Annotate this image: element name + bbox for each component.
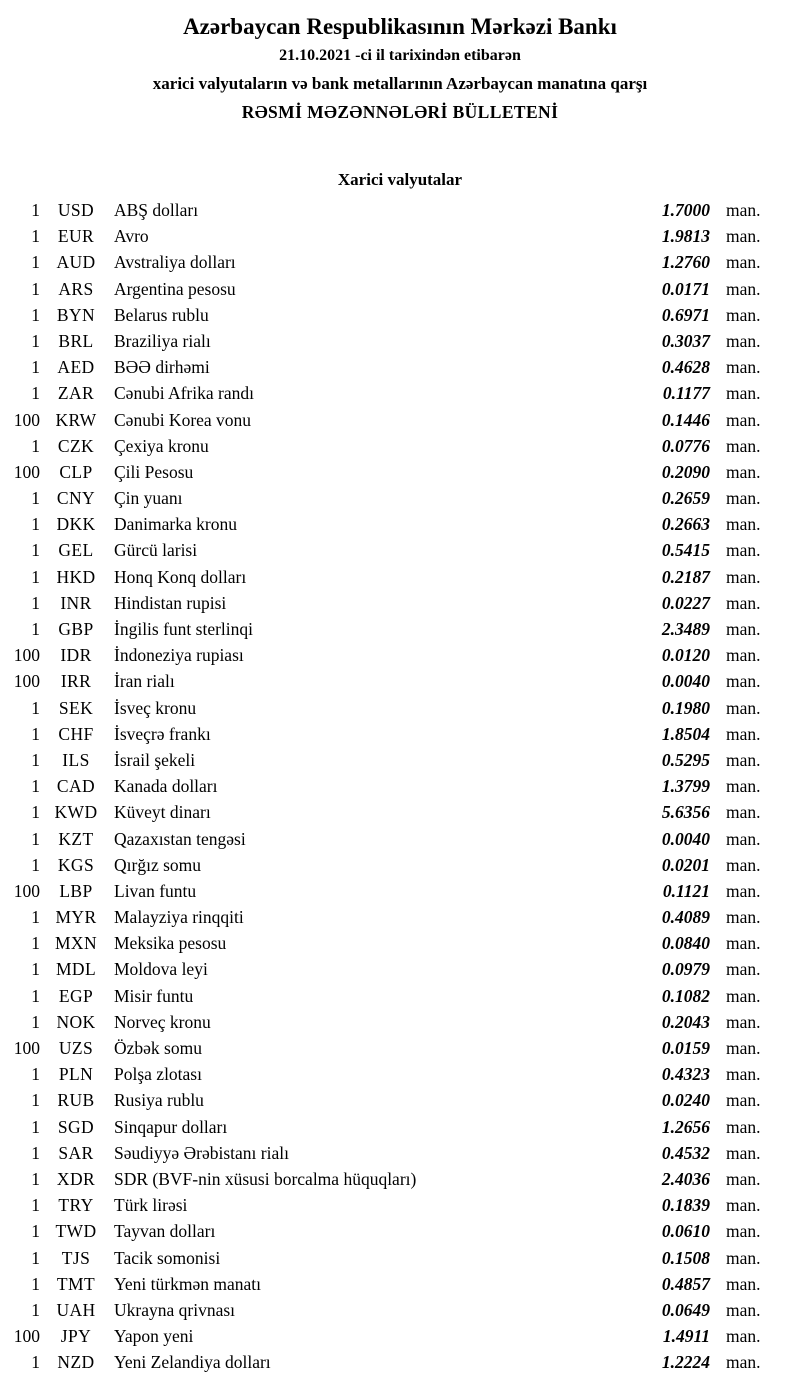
row-quantity: 1 <box>31 1090 40 1111</box>
rate-row <box>0 485 800 511</box>
row-quantity: 1 <box>31 592 40 613</box>
rate-value: 0.2187 <box>661 566 710 587</box>
row-quantity: 1 <box>31 697 40 718</box>
rate-value: 0.4532 <box>661 1142 710 1163</box>
row-quantity: 100 <box>13 461 40 482</box>
rate-unit: man. <box>726 357 761 378</box>
currency-code: CLP <box>59 461 93 482</box>
row-quantity: 1 <box>31 933 40 954</box>
rate-value: 0.1980 <box>661 697 710 718</box>
rate-unit: man. <box>726 330 761 351</box>
rate-unit: man. <box>726 1038 761 1058</box>
currency-code: XDR <box>56 1168 96 1189</box>
rate-unit: man. <box>726 200 761 220</box>
currency-name: Danimarka kronu <box>114 514 237 535</box>
rate-row <box>0 1140 800 1166</box>
currency-code: KZT <box>58 828 94 849</box>
currency-code: KGS <box>57 854 95 875</box>
rate-value: 0.4628 <box>661 357 710 378</box>
rate-row <box>0 773 800 799</box>
rate-row <box>0 1061 800 1087</box>
currency-code: TWD <box>55 1221 97 1242</box>
currency-code: CNY <box>56 488 96 509</box>
rate-row <box>0 1323 800 1349</box>
rate-value: 0.6971 <box>661 304 710 325</box>
currency-name: Tacik somonisi <box>114 1247 221 1268</box>
rate-row <box>0 249 800 275</box>
currency-name: Braziliya rialı <box>114 330 211 351</box>
currency-name: Argentina pesosu <box>114 278 236 299</box>
row-quantity: 1 <box>31 802 40 823</box>
bank-title: Azərbaycan Respublikasının Mərkəzi Bankı <box>183 14 617 39</box>
rate-unit: man. <box>726 749 761 770</box>
rate-row <box>0 459 800 485</box>
rate-value: 0.0040 <box>661 671 710 692</box>
row-quantity: 100 <box>13 645 40 666</box>
rate-row <box>0 1166 800 1192</box>
rate-unit: man. <box>726 776 761 797</box>
currency-name: Kanada dolları <box>114 776 218 797</box>
rate-unit: man. <box>726 1299 761 1320</box>
rate-value: 0.2663 <box>661 514 710 535</box>
currency-code: CHF <box>58 723 94 744</box>
currency-code: SGD <box>57 1116 95 1137</box>
currency-name: Yapon yeni <box>114 1326 194 1347</box>
currency-name: İsrail şekeli <box>114 749 196 770</box>
rate-value: 0.1446 <box>661 409 710 430</box>
rate-unit: man. <box>726 1116 761 1137</box>
row-quantity: 100 <box>13 671 40 692</box>
currency-name: Çili Pesosu <box>114 461 194 482</box>
currency-code: MYR <box>55 907 97 928</box>
rate-value: 0.4857 <box>661 1273 710 1294</box>
rate-unit: man. <box>726 619 761 639</box>
rate-value: 0.0120 <box>661 645 710 666</box>
row-quantity: 1 <box>31 383 40 404</box>
currency-name: Norveç kronu <box>114 1011 211 1032</box>
rate-value: 0.1839 <box>661 1195 710 1216</box>
rate-unit: man. <box>726 854 761 875</box>
rates-table <box>0 197 800 1375</box>
rate-unit: man. <box>726 1142 761 1163</box>
rate-value: 1.4911 <box>662 1326 710 1347</box>
row-quantity: 1 <box>31 1352 40 1373</box>
currency-code: INR <box>60 592 92 613</box>
rate-value: 2.3489 <box>661 619 710 639</box>
rate-unit: man. <box>726 592 761 613</box>
rate-row <box>0 878 800 904</box>
rate-unit: man. <box>726 409 761 430</box>
row-quantity: 1 <box>31 1299 40 1320</box>
row-quantity: 1 <box>31 226 40 247</box>
currency-code: ZAR <box>57 383 95 404</box>
currency-code: PLN <box>58 1064 94 1085</box>
rate-row <box>0 826 800 852</box>
rate-row <box>0 1218 800 1244</box>
currency-code: ARS <box>58 278 94 299</box>
rate-row <box>0 197 800 223</box>
bulletin-title: RƏSMİ MƏZƏNNƏLƏRİ BÜLLETENİ <box>241 102 559 122</box>
rate-value: 0.0840 <box>661 933 710 954</box>
rate-value: 0.0201 <box>661 854 710 875</box>
rate-row <box>0 276 800 302</box>
currency-name: Gürcü larisi <box>114 540 198 561</box>
rate-row <box>0 642 800 668</box>
section-title-foreign-currencies: Xarici valyutalar <box>337 170 463 189</box>
row-quantity: 1 <box>31 749 40 770</box>
currency-code: IDR <box>60 645 92 666</box>
row-quantity: 1 <box>31 514 40 535</box>
row-quantity: 1 <box>31 828 40 849</box>
row-quantity: 1 <box>31 357 40 378</box>
currency-code: TMT <box>56 1273 96 1294</box>
currency-name: Yeni Zelandiya dolları <box>114 1352 271 1373</box>
row-quantity: 1 <box>31 435 40 456</box>
rate-row <box>0 328 800 354</box>
rate-value: 0.4089 <box>661 907 710 928</box>
row-quantity: 1 <box>31 854 40 875</box>
row-quantity: 1 <box>31 907 40 928</box>
currency-code: EUR <box>57 226 95 247</box>
rate-unit: man. <box>726 723 761 744</box>
rate-unit: man. <box>726 802 761 823</box>
scope-line: xarici valyutaların və bank metallarının Azərbaycan manatına qarşı <box>152 74 648 93</box>
row-quantity: 1 <box>31 1142 40 1163</box>
rate-row <box>0 1192 800 1218</box>
rate-value: 1.7000 <box>661 200 710 220</box>
rate-unit: man. <box>726 907 761 928</box>
currency-code: SAR <box>58 1142 94 1163</box>
rate-unit: man. <box>726 278 761 299</box>
currency-code: EGP <box>58 985 94 1006</box>
rate-value: 0.0040 <box>661 828 710 849</box>
rate-unit: man. <box>726 383 761 404</box>
currency-name: Livan funtu <box>114 880 197 901</box>
row-quantity: 1 <box>31 959 40 980</box>
rate-value: 1.9813 <box>661 226 710 247</box>
document-header <box>0 0 800 127</box>
rate-row <box>0 668 800 694</box>
rate-unit: man. <box>726 540 761 561</box>
rate-row <box>0 852 800 878</box>
currency-name: Ukrayna qrivnası <box>114 1299 236 1320</box>
currency-code: MDL <box>55 959 97 980</box>
row-quantity: 100 <box>13 880 40 901</box>
rate-value: 0.5415 <box>661 540 710 561</box>
rate-unit: man. <box>726 1352 761 1373</box>
currency-name: Polşa zlotası <box>114 1064 202 1085</box>
currency-code: NOK <box>56 1011 96 1032</box>
rate-row <box>0 1035 800 1061</box>
currency-name: İsveçrə frankı <box>114 723 211 744</box>
currency-code: HKD <box>56 566 96 587</box>
currency-code: AED <box>57 357 95 378</box>
rate-row <box>0 747 800 773</box>
row-quantity: 1 <box>31 1168 40 1189</box>
rate-row <box>0 407 800 433</box>
row-quantity: 1 <box>31 776 40 797</box>
rate-row <box>0 590 800 616</box>
currency-name: İngilis funt sterlinqi <box>114 619 254 639</box>
rate-unit: man. <box>726 1064 761 1085</box>
currency-name: Belarus rublu <box>114 304 209 325</box>
currency-name: Yeni türkmən manatı <box>114 1273 261 1294</box>
rate-value: 0.0610 <box>661 1221 710 1242</box>
currency-code: SEK <box>58 697 94 718</box>
row-quantity: 100 <box>13 409 40 430</box>
rate-value: 0.1082 <box>661 985 710 1006</box>
currency-name: Türk lirəsi <box>114 1195 188 1216</box>
currency-code: NZD <box>57 1352 95 1373</box>
rate-unit: man. <box>726 1090 761 1111</box>
currency-name: Moldova leyi <box>114 959 208 980</box>
rate-row <box>0 537 800 563</box>
row-quantity: 1 <box>31 985 40 1006</box>
row-quantity: 100 <box>13 1326 40 1347</box>
rate-value: 0.4323 <box>661 1064 710 1085</box>
rate-unit: man. <box>726 1326 761 1347</box>
currency-code: UZS <box>58 1038 94 1058</box>
rate-unit: man. <box>726 1247 761 1268</box>
rate-unit: man. <box>726 933 761 954</box>
row-quantity: 1 <box>31 252 40 273</box>
currency-code: GBP <box>58 619 94 639</box>
rate-row <box>0 799 800 825</box>
currency-code: LBP <box>59 880 93 901</box>
currency-name: Malayziya rinqqiti <box>114 907 244 928</box>
rate-value: 0.0776 <box>661 435 710 456</box>
row-quantity: 1 <box>31 1116 40 1137</box>
row-quantity: 1 <box>31 540 40 561</box>
rate-unit: man. <box>726 959 761 980</box>
rate-row <box>0 695 800 721</box>
rate-value: 0.0240 <box>661 1090 710 1111</box>
rate-unit: man. <box>726 880 761 901</box>
row-quantity: 1 <box>31 566 40 587</box>
rate-unit: man. <box>726 252 761 273</box>
rate-value: 0.2090 <box>661 461 710 482</box>
currency-code: GEL <box>58 540 94 561</box>
currency-name: Honq Konq dolları <box>114 566 247 587</box>
rate-unit: man. <box>726 226 761 247</box>
row-quantity: 1 <box>31 488 40 509</box>
rate-unit: man. <box>726 697 761 718</box>
currency-code: TJS <box>61 1247 91 1268</box>
rate-value: 0.3037 <box>661 330 710 351</box>
effective-date-line: 21.10.2021 -ci il tarixindən etibarən <box>279 47 521 64</box>
rate-unit: man. <box>726 1221 761 1242</box>
rate-value: 1.8504 <box>661 723 710 744</box>
currency-name: ABŞ dolları <box>114 200 199 220</box>
rate-row <box>0 930 800 956</box>
row-quantity: 1 <box>31 619 40 639</box>
rate-row <box>0 302 800 328</box>
row-quantity: 1 <box>31 1247 40 1268</box>
currency-name: İran rialı <box>114 671 175 692</box>
currency-name: Çexiya kronu <box>114 435 209 456</box>
rate-value: 1.2760 <box>661 252 710 273</box>
currency-code: AUD <box>56 252 96 273</box>
rate-row <box>0 564 800 590</box>
rate-unit: man. <box>726 1168 761 1189</box>
rate-row <box>0 223 800 249</box>
rate-value: 2.4036 <box>661 1168 710 1189</box>
currency-code: CAD <box>56 776 96 797</box>
rate-unit: man. <box>726 461 761 482</box>
row-quantity: 1 <box>31 1273 40 1294</box>
rate-value: 1.2224 <box>661 1352 710 1373</box>
currency-name: Özbək somu <box>114 1038 202 1058</box>
row-quantity: 1 <box>31 1064 40 1085</box>
rate-value: 1.3799 <box>661 776 710 797</box>
currency-name: BƏƏ dirhəmi <box>114 357 210 378</box>
rate-value: 0.1508 <box>661 1247 710 1268</box>
rate-value: 1.2656 <box>661 1116 710 1137</box>
currency-name: Cənubi Afrika randı <box>114 383 254 404</box>
currency-name: Səudiyyə Ərəbistanı rialı <box>114 1142 289 1163</box>
currency-code: IRR <box>60 671 92 692</box>
currency-name: İndoneziya rupiası <box>114 645 244 666</box>
currency-code: BYN <box>56 304 96 325</box>
row-quantity: 1 <box>31 330 40 351</box>
row-quantity: 1 <box>31 1195 40 1216</box>
rate-row <box>0 354 800 380</box>
currency-code: RUB <box>57 1090 95 1111</box>
rate-unit: man. <box>726 985 761 1006</box>
currency-name: Misir funtu <box>114 985 194 1006</box>
rate-row <box>0 1245 800 1271</box>
rate-value: 0.2043 <box>661 1011 710 1032</box>
row-quantity: 1 <box>31 723 40 744</box>
rate-row <box>0 380 800 406</box>
rate-value: 0.0227 <box>661 592 710 613</box>
rate-unit: man. <box>726 828 761 849</box>
currency-code: ILS <box>62 749 90 770</box>
row-quantity: 1 <box>31 278 40 299</box>
rate-unit: man. <box>726 566 761 587</box>
currency-name: Çin yuanı <box>114 488 183 509</box>
rate-row <box>0 1087 800 1113</box>
rate-row <box>0 1114 800 1140</box>
currency-name: Qırğız somu <box>114 854 202 875</box>
rate-unit: man. <box>726 514 761 535</box>
currency-code: DKK <box>56 514 96 535</box>
rate-value: 0.1177 <box>662 383 710 404</box>
currency-name: Küveyt dinarı <box>114 802 211 823</box>
currency-name: Tayvan dolları <box>114 1221 216 1242</box>
rate-unit: man. <box>726 488 761 509</box>
rate-row <box>0 956 800 982</box>
rate-row <box>0 1349 800 1375</box>
row-quantity: 100 <box>13 1038 40 1058</box>
currency-code: MXN <box>54 933 98 954</box>
rate-unit: man. <box>726 671 761 692</box>
rate-value: 0.0649 <box>661 1299 710 1320</box>
currency-name: Avro <box>114 226 149 247</box>
rate-row <box>0 1297 800 1323</box>
rate-row <box>0 1271 800 1297</box>
rate-value: 0.0171 <box>661 278 710 299</box>
rate-row <box>0 616 800 642</box>
rate-value: 0.2659 <box>661 488 710 509</box>
currency-name: Qazaxıstan tengəsi <box>114 828 246 849</box>
currency-name: Rusiya rublu <box>114 1090 204 1111</box>
currency-code: USD <box>57 200 95 220</box>
rate-unit: man. <box>726 435 761 456</box>
rate-unit: man. <box>726 1195 761 1216</box>
row-quantity: 1 <box>31 200 40 220</box>
row-quantity: 1 <box>31 1011 40 1032</box>
currency-name: Avstraliya dolları <box>114 252 236 273</box>
currency-code: CZK <box>57 435 95 456</box>
rate-unit: man. <box>726 1273 761 1294</box>
currency-name: Sinqapur dolları <box>114 1116 228 1137</box>
currency-name: Meksika pesosu <box>114 933 227 954</box>
rate-row <box>0 904 800 930</box>
currency-code: BRL <box>58 330 94 351</box>
rate-value: 0.0979 <box>661 959 710 980</box>
currency-code: KWD <box>54 802 98 823</box>
rate-value: 0.1121 <box>662 880 710 901</box>
rate-row <box>0 721 800 747</box>
rate-unit: man. <box>726 304 761 325</box>
rate-unit: man. <box>726 1011 761 1032</box>
rate-unit: man. <box>726 645 761 666</box>
rate-row <box>0 433 800 459</box>
currency-code: UAH <box>56 1299 96 1320</box>
row-quantity: 1 <box>31 304 40 325</box>
currency-name: Hindistan rupisi <box>114 592 227 613</box>
row-quantity: 1 <box>31 1221 40 1242</box>
currency-name: Cənubi Korea vonu <box>114 409 252 430</box>
currency-name: İsveç kronu <box>114 697 197 718</box>
rate-value: 5.6356 <box>661 802 710 823</box>
rate-row <box>0 983 800 1009</box>
currency-code: TRY <box>58 1195 94 1216</box>
rate-row <box>0 1009 800 1035</box>
currency-code: JPY <box>60 1326 92 1347</box>
rate-row <box>0 511 800 537</box>
rate-value: 0.5295 <box>661 749 710 770</box>
currency-code: KRW <box>55 409 97 430</box>
currency-name: SDR (BVF-nin xüsusi borcalma hüquqları) <box>114 1168 417 1189</box>
rate-value: 0.0159 <box>661 1038 710 1058</box>
